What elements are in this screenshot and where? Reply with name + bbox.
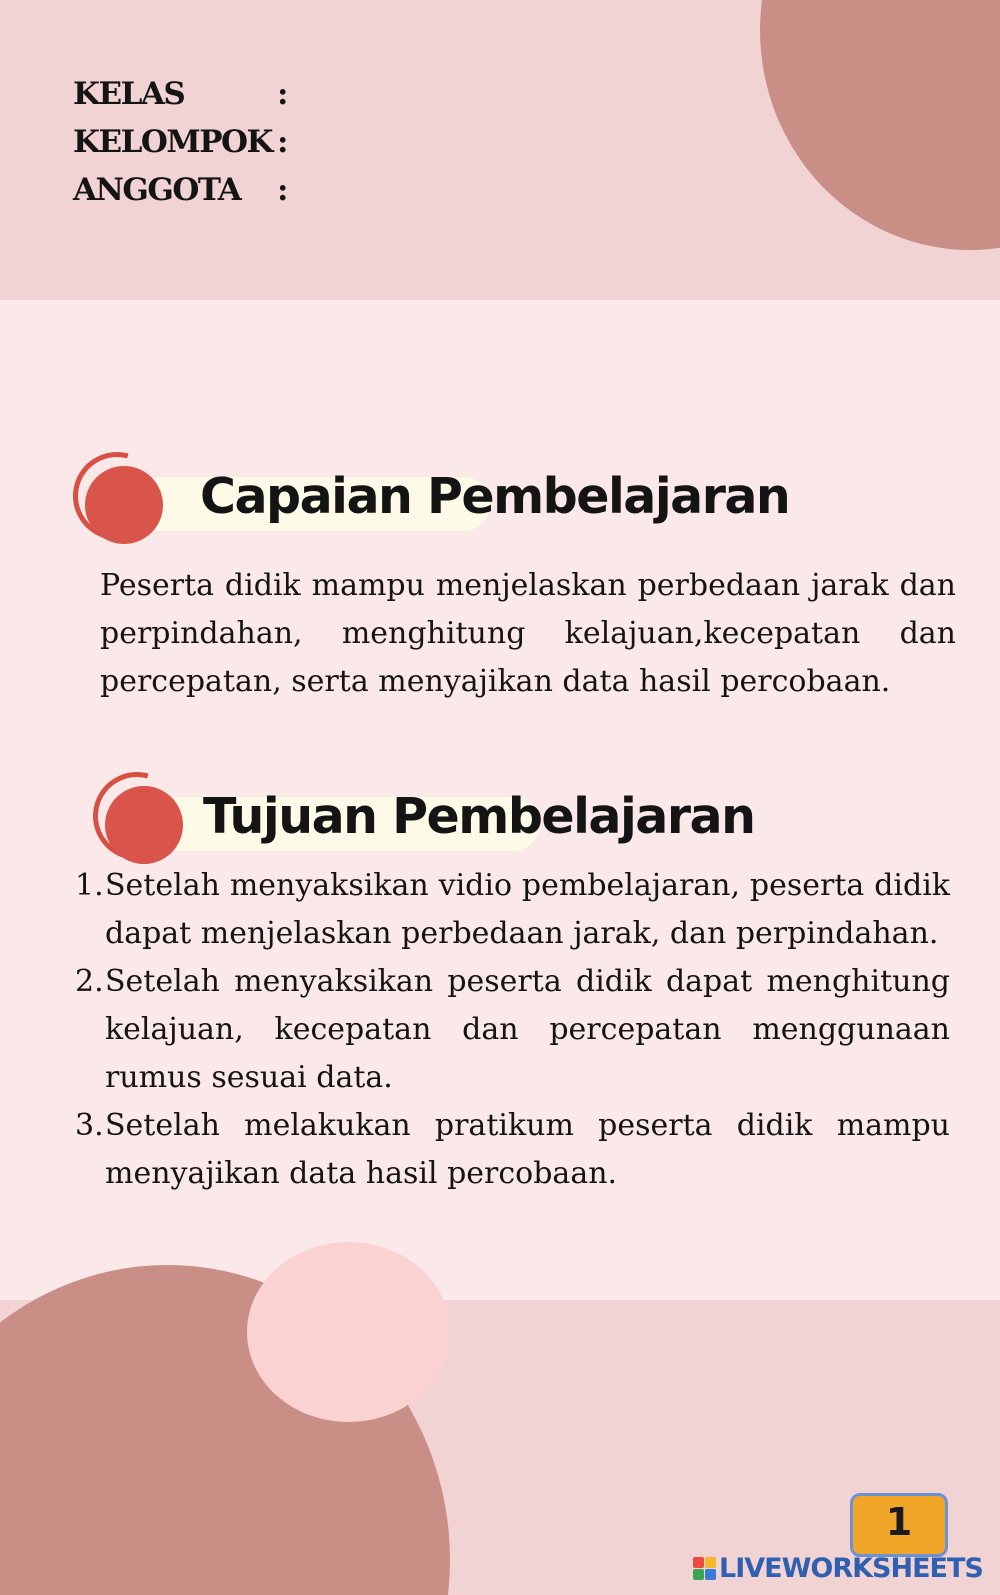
field-kelompok: [73, 118, 297, 166]
list-item: [75, 1102, 950, 1198]
header-fields: [73, 70, 297, 214]
field-label: KELAS: [73, 76, 185, 112]
heading-dot-decoration: [85, 466, 163, 544]
tujuan-title: Tujuan Pembelajaran: [203, 788, 755, 845]
list-item-text: Setelah menyaksikan peserta didik dapat menghitung kelajuan, kecepatan dan percepatan menggunaan rumus sesuai data.: [105, 964, 950, 1095]
liveworksheets-logo-icon: [693, 1557, 716, 1580]
field-colon: :: [277, 124, 287, 160]
page-number-badge: [850, 1493, 948, 1557]
heading-dot-decoration: [105, 786, 183, 864]
capaian-heading: [73, 452, 793, 542]
field-anggota: [73, 166, 297, 214]
capaian-title: Capaian Pembelajaran: [200, 468, 790, 525]
field-label: KELOMPOK: [73, 124, 272, 160]
decorative-blob-top-right: [760, 0, 1000, 250]
list-item-number: 1.: [75, 868, 104, 903]
list-item-number: 3.: [75, 1108, 104, 1143]
list-item-number: 2.: [75, 964, 104, 999]
liveworksheets-logo: [693, 1553, 983, 1584]
tujuan-list: [75, 862, 950, 1198]
brand-text: LIVEWORKSHEETS: [719, 1553, 983, 1584]
list-item: [75, 958, 950, 1102]
field-colon: :: [277, 172, 287, 208]
page-number: 1: [885, 1500, 913, 1544]
field-label: ANGGOTA: [73, 172, 241, 208]
list-item-text: Setelah melakukan pratikum peserta didik mampu menyajikan data hasil percobaan.: [105, 1108, 950, 1191]
capaian-text: Peserta didik mampu menjelaskan perbedaan jarak dan perpindahan, menghitung kelajuan,kecepatan dan percepatan, serta menyajikan data hasil percobaan.: [100, 568, 956, 699]
field-kelas: [73, 70, 297, 118]
list-item: [75, 862, 950, 958]
field-colon: :: [277, 76, 287, 112]
decorative-blob-pink: [247, 1242, 450, 1422]
list-item-text: Setelah menyaksikan vidio pembelajaran, peserta didik dapat menjelaskan perbedaan jarak, dan perpindahan.: [105, 868, 950, 951]
tujuan-heading: [93, 772, 793, 862]
